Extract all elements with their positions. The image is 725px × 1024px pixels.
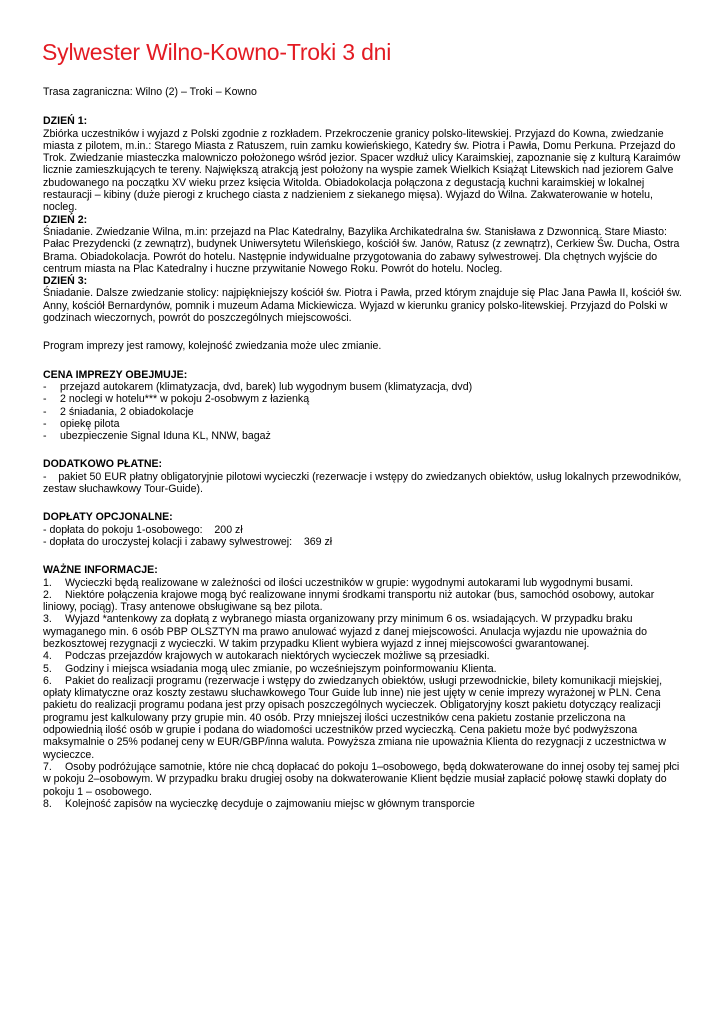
list-item: 7. Osoby podróżujące samotnie, które nie chcą dopłacać do pokoju 1–osobowego, będą dokwaterowane do innej osoby tej samej płci w pokoju 2–osobowym. W przypadku braku drugiej osoby na dokwaterowanie Klient będzie musiał zapłacić połowę stawki dopłaty do pokoju 1 – osobowego.: [43, 760, 680, 798]
day-heading: DZIEŃ 3:: [43, 275, 88, 288]
day-text: Śniadanie. Zwiedzanie Wilna, m.in: przejazd na Plac Katedralny, Bazylika Archikatedralna św. Stanisława z Dzwonnicą. Stare Miasto: Pałac Prezydencki (z zewnątrz), budynek Uniwersytetu Wileńskiego, kościół św. Janów, Ratusz (z zewnątrz), Cerkiew Św. Ducha, Ostra Brama. Obiadokolacja. Powrót do hotelu. Następnie indywidualne przygotowania do zabawy sylwestrowej. Dla chętnych wyjście do centrum miasta na Plac Katedralny i huczne przywitanie Nowego Roku. Powrót do hotelu. Nocleg.: [43, 225, 680, 275]
list-item: 5. Godziny i miejsca wsiadania mogą ulec zmianie, po wcześniejszym poinformowaniu Klienta.: [43, 662, 497, 675]
list-item: - dopłata do uroczystej kolacji i zabawy sylwestrowej: 369 zł: [43, 535, 333, 548]
trasa-line: Trasa zagraniczna: Wilno (2) – Troki – Kowno: [43, 86, 257, 98]
day-3: [43, 275, 683, 324]
section-heading: CENA IMPREZY OBEJMUJE:: [43, 368, 188, 381]
wazne-section: [43, 564, 683, 810]
list-item: 8. Kolejność zapisów na wycieczkę decyduje o zajmowaniu miejsc w głównym transporcie: [43, 797, 475, 810]
day-2: [43, 214, 683, 275]
list-item: - pakiet 50 EUR płatny obligatoryjnie pilotowi wycieczki (rezerwacje i wstępy do zwiedzanych obiektów, usług lokalnych przewodników, zestaw słuchawkowy Tour-Guide).: [43, 470, 682, 496]
list-item: 4. Podczas przejazdów krajowych w autokarach niektórych wycieczek możliwe są przesiadki.: [43, 650, 490, 663]
list-item: 6. Pakiet do realizacji programu (rezerwacje i wstępy do zwiedzanych obiektów, usługi przewodnickie, bilety komunikacji miejskiej, opłaty klimatyczne oraz koszty zestawu słuchawkowego Tour Guide lub inne) nie jest ujęty w cenie imprezy wyrażonej w PLN. Cena pakietu do realizacji programu podana jest przy opisach poszczególnych wycieczek. Obligatoryjny koszt pakietu dotyczący realizacji programu jest kalkulowany przy grupie min. 40 osób. Przy mniejszej ilości uczestników cena pakietu zostanie przeliczona na odpowiednią ilość osób w grupie i podana do wiadomości uczestników przed wycieczką. Cena pakietu może być podwyższona maksymalnie o 25% podanej ceny w EUR/GBP/inna waluta. Powyższa zmiana nie upoważnia Klienta do rezygnacji z uczestnictwa w wycieczce.: [43, 674, 666, 761]
day-text: Śniadanie. Dalsze zwiedzanie stolicy: najpiękniejszy kościół św. Piotra i Pawła, przed którym znajduje się Plac Jana Pawła II, kościół św. Anny, kościół Bernardynów, pomnik i muzeum Adama Mickiewicza. Wyjazd w kierunku granicy polsko-litewskiej. Przyjazd do Polski w godzinach wieczornych, powrót do poszczególnych miejscowości.: [43, 287, 682, 325]
list-item: - 2 śniadania, 2 obiadokolacje: [43, 405, 194, 418]
cena-section: [43, 369, 683, 443]
list-item: - przejazd autokarem (klimatyzacja, dvd, barek) lub wygodnym busem (klimatyzacja, dvd): [43, 380, 473, 393]
day-text: Zbiórka uczestników i wyjazd z Polski zgodnie z rozkładem. Przekroczenie granicy polsko-litewskiej. Przyjazd do Kowna, zwiedzanie miasta z pilotem, m.in.: Starego Miasta z Ratuszem, ruin zamku kowieńskiego, Katedry św. Piotra i Pawła, Domu Perkuna. Przejazd do Trok. Zwiedzanie miasteczka malowniczo położonego wśród jezior. Spacer wzdłuż ulicy Karaimskiej, zapoznanie się z kulturą Karaimów licznie zamieszkujących te tereny. Największą atrakcją jest położony na wyspie zamek Wielkich Książąt Litewskich nad jeziorem Galve zbudowanego na początku XV wieku przez księcia Witolda. Obiadokolacja połączona z degustacją kuchni karaimskiej w lokalnej restauracji – kibiny (duże pierogi z kruchego ciasta z nadzieniem z siekanego mięsa). Wyjazd do Wilna. Zakwaterowanie w hotelu, nocleg.: [43, 127, 681, 214]
document-body: [43, 86, 683, 810]
day-heading: DZIEŃ 1:: [43, 115, 88, 128]
list-item: - opiekę pilota: [43, 417, 120, 430]
day-1: [43, 115, 683, 213]
day-heading: DZIEŃ 2:: [43, 213, 88, 226]
list-item: - ubezpieczenie Signal Iduna KL, NNW, bagaż: [43, 430, 271, 443]
doplaty-section: [43, 511, 683, 548]
list-item: 3. Wyjazd *antenkowy za dopłatą z wybranego miasta organizowany przy minimum 6 os. wsiadających. W przypadku braku wymaganego min. 6 osób PBP OLSZTYN ma prawo anulować wyjazd z danej miejscowości. Anulacja wyjazdu nie upoważnia do bezkosztowej rezygnacji z wycieczki. W takim przypadku Klient wybiera wyjazd z innej miejscowości gwarantowanej.: [43, 613, 647, 650]
list-item: - dopłata do pokoju 1-osobowego: 200 zł: [43, 523, 243, 536]
list-item: 1. Wycieczki będą realizowane w zależności od ilości uczestników w grupie: wygodnymi autokarami lub wygodnymi busami.: [43, 576, 634, 589]
program-note: Program imprezy jest ramowy, kolejność zwiedzania może ulec zmianie.: [43, 340, 382, 353]
section-heading: DOPŁATY OPCJONALNE:: [43, 511, 173, 524]
section-heading: WAŻNE INFORMACJE:: [43, 564, 158, 577]
list-item: - 2 noclegi w hotelu*** w pokoju 2-osobwym z łazienką: [43, 393, 310, 406]
dodatkowo-section: [43, 458, 683, 495]
list-item: 2. Niektóre połączenia krajowe mogą być realizowane innymi środkami transportu niż autokar (bus, samochód osobowy, autokar liniowy, pociąg). Trasy antenowe obsługiwane są bez pilota.: [43, 588, 655, 614]
page-title: Sylwester Wilno-Kowno-Troki 3 dni: [42, 39, 392, 65]
section-heading: DODATKOWO PŁATNE:: [43, 458, 163, 471]
